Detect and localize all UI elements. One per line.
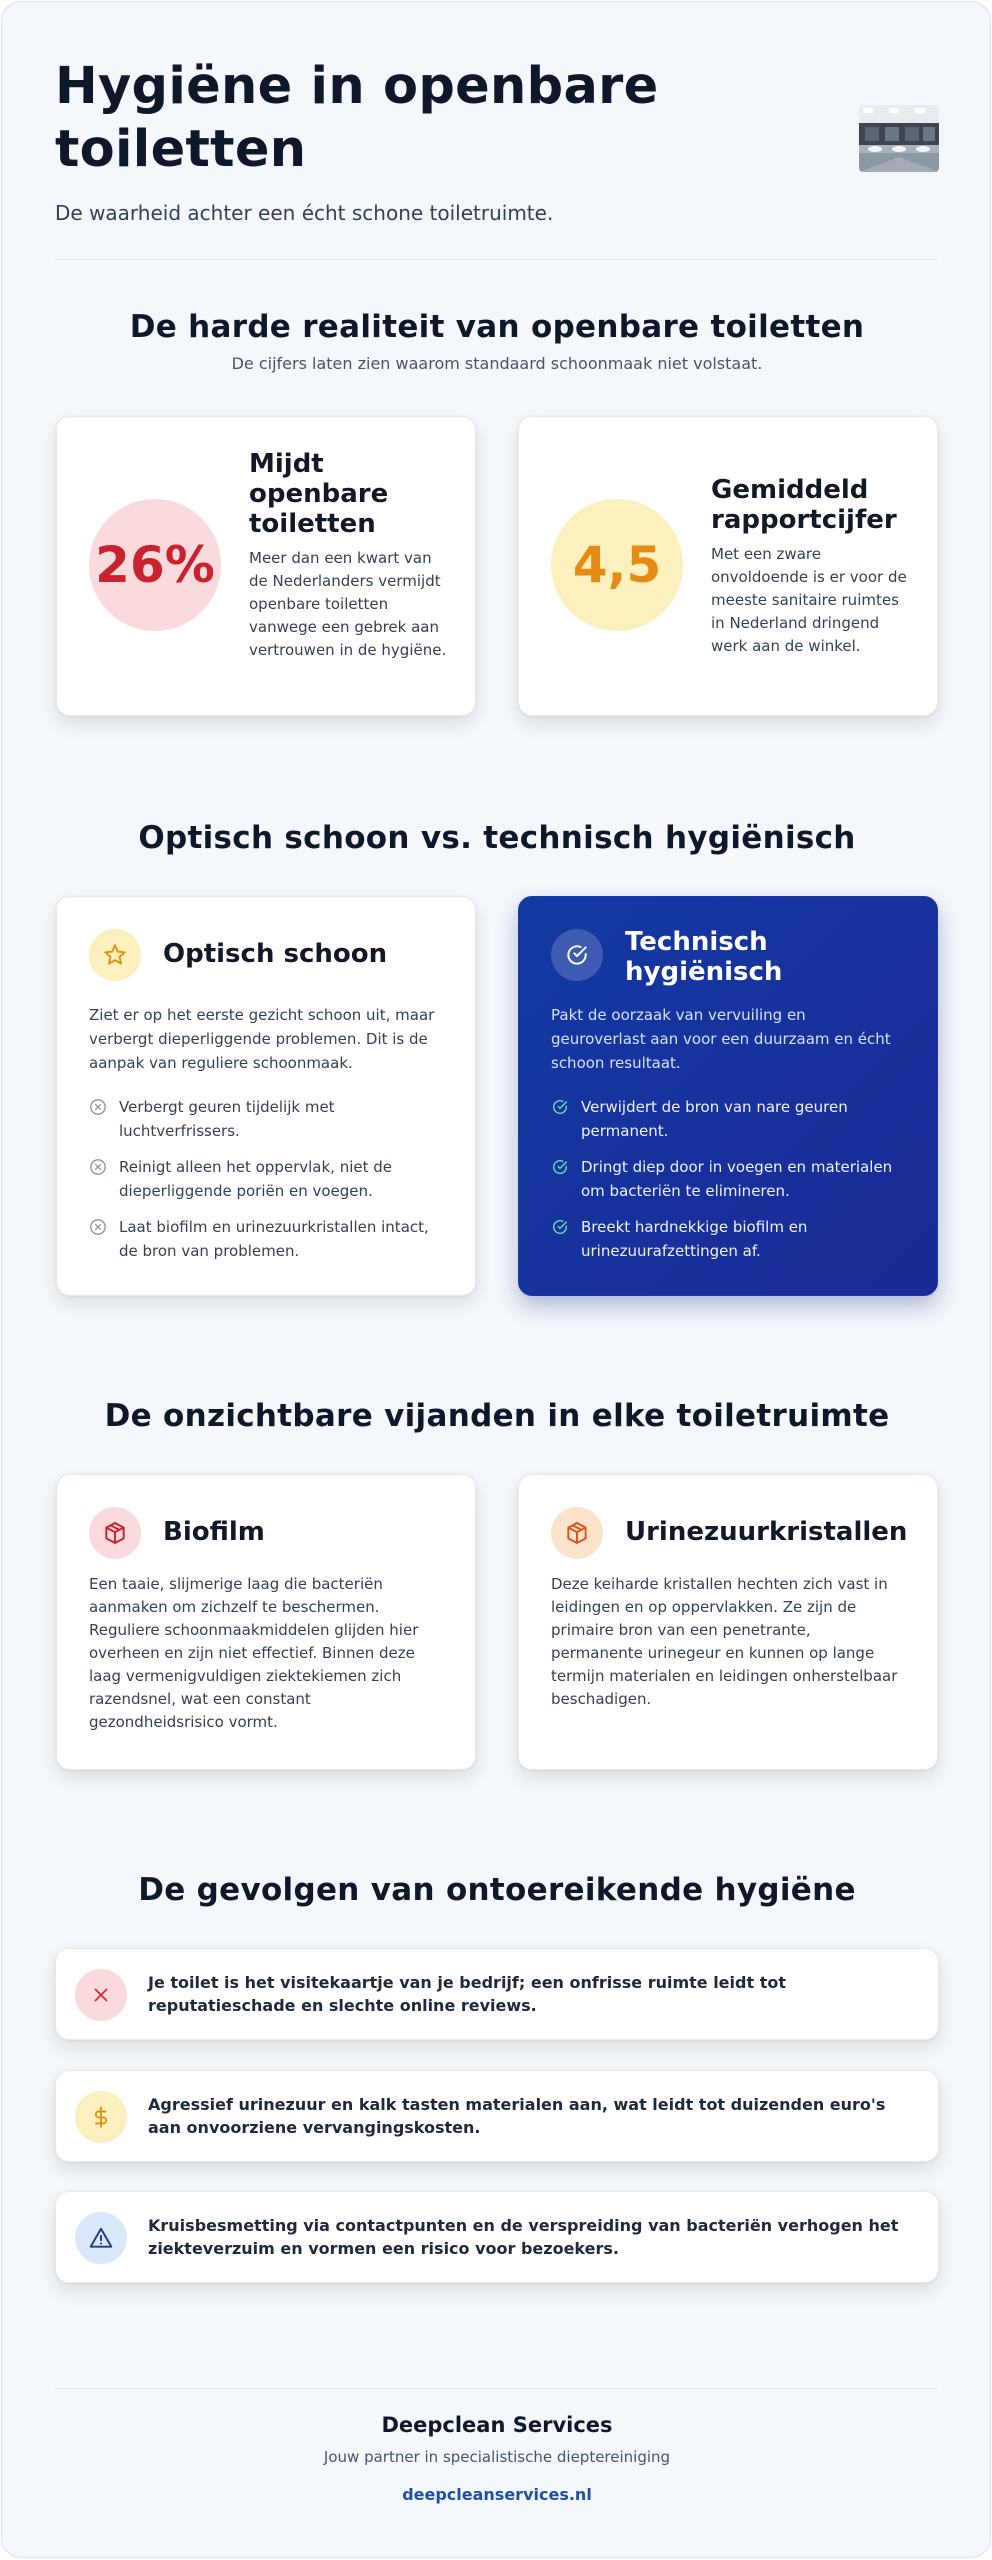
list-item-text: Breekt hardnekkige biofilm en urinezuurafzettingen af.	[581, 1218, 808, 1260]
footer-tagline: Jouw partner in specialistische dieptereiniging	[323, 2448, 671, 2466]
footer-company-name: Deepclean Services	[381, 2413, 613, 2437]
page-subtitle: De waarheid achter een écht schone toiletruimte.	[55, 201, 554, 225]
technical-hygienic-description: Pakt de oorzaak van vervuiling en geuroverlast aan voor een duurzaam en écht schoon resultaat.	[551, 1006, 891, 1072]
technical-hygienic-card	[518, 896, 938, 1296]
uric-crystals-card	[518, 1474, 938, 1770]
x-circle-icon	[89, 1218, 107, 1236]
compare-section-title: Optisch schoon vs. technisch hygiënisch	[138, 820, 856, 856]
dollar-icon	[75, 2091, 127, 2143]
stat-description: Met een zware onvoldoende is er voor de meeste sanitaire ruimtes in Nederland dringend werk aan de winkel.	[711, 545, 907, 655]
list-item-text: Laat biofilm en urinezuurkristallen intact, de bron van problemen.	[119, 1218, 429, 1260]
biofilm-card	[56, 1474, 476, 1770]
header-divider	[55, 259, 939, 260]
reality-section-subtitle: De cijfers laten zien waarom standaard schoonmaak niet volstaat.	[231, 354, 763, 373]
list-item	[551, 1155, 907, 1203]
list-item-text: Verwijdert de bron van nare geuren permanent.	[581, 1098, 848, 1140]
stat-description: Meer dan een kwart van de Nederlanders vermijdt openbare toiletten vanwege een gebrek aan vertrouwen in de hygiëne.	[249, 549, 447, 659]
stat-text	[711, 475, 909, 658]
list-item	[89, 1095, 445, 1143]
x-circle-icon	[89, 1098, 107, 1116]
consequence-reputation	[55, 1948, 939, 2040]
optical-clean-card	[56, 896, 476, 1296]
box-icon	[89, 1507, 141, 1559]
optical-clean-list	[89, 1095, 445, 1275]
uric-crystals-description: Deze keiharde kristallen hechten zich vast in leidingen en op oppervlakken. Ze zijn de primaire bron van een penetrante, permanente urinegeur en kunnen op lange termijn materialen en leidingen onherstelbaar beschadigen.	[551, 1575, 898, 1708]
stat-text	[249, 449, 447, 662]
star-icon	[89, 929, 141, 981]
optical-clean-title: Optisch schoon	[163, 939, 388, 969]
check-circle-icon	[551, 929, 603, 981]
uric-crystals-title: Urinezuurkristallen	[625, 1517, 908, 1547]
technical-hygienic-title: Technisch hygiënisch	[625, 927, 783, 987]
reality-section-title: De harde realiteit van openbare toiletten	[129, 309, 865, 345]
stat-value-circle: 26%	[89, 499, 221, 631]
box-icon	[551, 1507, 603, 1559]
list-item	[89, 1215, 445, 1263]
list-item	[89, 1155, 445, 1203]
list-item-text: Dringt diep door in voegen en materialen om bacteriën te elimineren.	[581, 1158, 893, 1200]
x-circle-icon	[89, 1158, 107, 1176]
stat-value-circle: 4,5	[551, 499, 683, 631]
consequence-costs	[55, 2070, 939, 2162]
stat-card-rating	[518, 416, 938, 716]
x-icon	[75, 1969, 127, 2021]
check-circle-icon	[551, 1098, 569, 1116]
infographic-page	[1, 1, 991, 2558]
list-item	[551, 1215, 907, 1263]
enemies-section-title: De onzichtbare vijanden in elke toiletruimte	[104, 1398, 890, 1434]
biofilm-description: Een taaie, slijmerige laag die bacteriën aanmaken om zichzelf te beschermen. Reguliere schoonmaakmiddelen glijden hier overheen en zijn niet effectief. Binnen deze laag vermenigvuldigen ziektekiemen zich razendsnel, wat een constant gezondheidsrisico vormt.	[89, 1575, 419, 1731]
list-item-text: Verbergt geuren tijdelijk met luchtverfrissers.	[119, 1098, 335, 1140]
consequence-text: Kruisbesmetting via contactpunten en de verspreiding van bacteriën verhogen het ziekteverzuim en vormen een risico voor bezoekers.	[148, 2216, 899, 2258]
consequence-text: Agressief urinezuur en kalk tasten materialen aan, wat leidt tot duizenden euro's aan onvoorziene vervangingskosten.	[148, 2095, 886, 2137]
stat-card-avoid	[56, 416, 476, 716]
list-item	[551, 1095, 907, 1143]
consequences-section-title: De gevolgen van ontoereikende hygiëne	[138, 1872, 856, 1908]
stat-heading: Mijdt openbare toiletten	[249, 449, 389, 539]
warning-icon	[75, 2212, 127, 2264]
check-circle-icon	[551, 1158, 569, 1176]
list-item-text: Reinigt alleen het oppervlak, niet de dieperliggende poriën en voegen.	[119, 1158, 393, 1200]
technical-hygienic-list	[551, 1095, 907, 1275]
footer-divider	[55, 2388, 939, 2389]
footer-website-link[interactable]: deepcleanservices.nl	[402, 2485, 592, 2504]
stat-heading: Gemiddeld rapportcijfer	[711, 475, 897, 535]
consequence-text: Je toilet is het visitekaartje van je bedrijf; een onfrisse ruimte leidt tot reputatieschade en slechte online reviews.	[148, 1973, 786, 2015]
consequence-contamination	[55, 2191, 939, 2283]
biofilm-title: Biofilm	[163, 1517, 265, 1547]
optical-clean-description: Ziet er op het eerste gezicht schoon uit, maar verbergt dieperliggende problemen. Dit is de aanpak van reguliere schoonmaak.	[89, 1006, 435, 1072]
check-circle-icon	[551, 1218, 569, 1236]
toilet-room-photo	[859, 105, 939, 172]
page-title: Hygiëne in openbare toiletten	[55, 57, 659, 179]
page-header	[55, 55, 939, 225]
